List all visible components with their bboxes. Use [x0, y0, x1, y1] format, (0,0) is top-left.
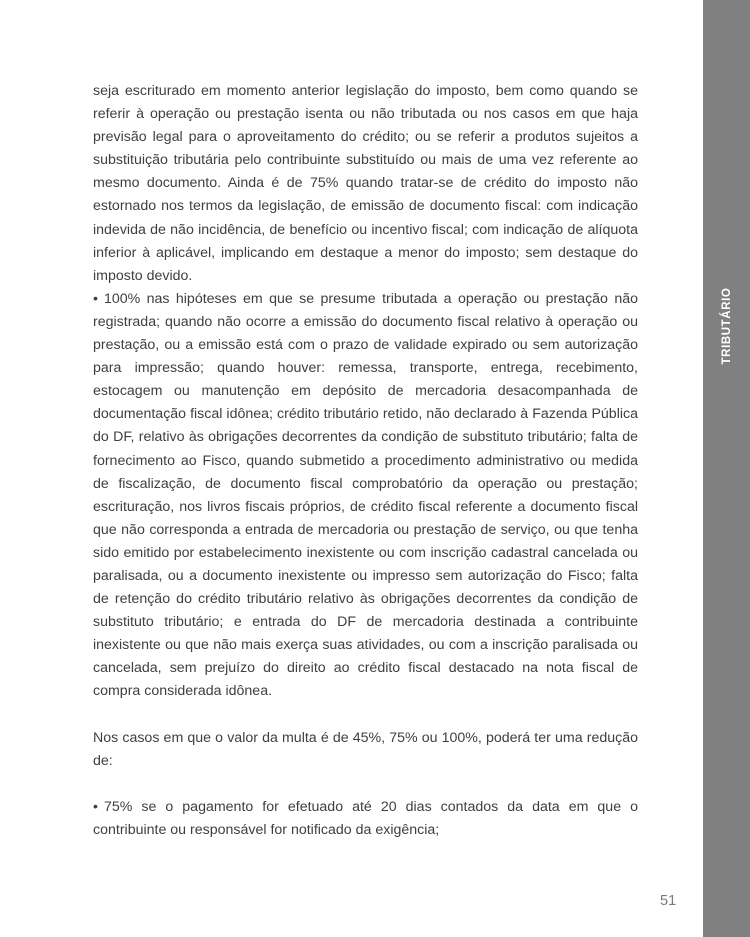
- section-label: TRIBUTÁRIO: [720, 287, 733, 365]
- bullet-icon: •: [93, 798, 98, 815]
- side-section-tab: [703, 0, 750, 937]
- bullet-item-75-percent: [93, 796, 638, 842]
- paragraph-continuation: [93, 80, 638, 288]
- bullet-text: 100% nas hipóteses em que se presume tributada a operação ou prestação não registrada; quando não ocorre a emissão do documento fiscal relativo à operação ou prestação, ou a emissão está com o prazo de validade expirado ou sem autorização para impressão; quando houver: remessa, transporte, entrega, recebimento, estocagem ou manutenção em depósito de mercadoria desacompanhada de documentação fiscal idônea; crédito tributário retido, não declarado à Fazenda Pública do DF, relativo às obrigações decorrentes da condição de substituto tributário; falta de fornecimento ao Fisco, quando submetido a procedimento administrativo ou medida de fiscalização, de documento fiscal comprobatório da operação ou prestação; escrituração, nos livros fiscais próprios, de crédito fiscal referente a documento fiscal que não corresponda a entrada de mercadoria ou prestação de serviço, ou que tenha sido emitido por estabelecimento inexistente ou com inscrição cadastral cancelada ou paralisada, ou a documento inexistente ou impresso sem autorização do Fisco; falta de retenção do crédito tributário relativo às obrigações decorrentes da condição de substituto tributário; e entrada do DF de mercadoria destinada a contribuinte inexistente ou que não mais exerça suas atividades, ou com a inscrição paralisada ou cancelada, sem prejuízo do direito ao crédito fiscal destacado na nota fiscal de compra considerada idônea.: [93, 290, 638, 700]
- page-number: 51: [660, 893, 677, 909]
- bullet-text: 75% se o pagamento for efetuado até 20 dias contados da data em que o contribuinte ou responsável for notificado da exigência;: [93, 798, 638, 838]
- bullet-item-100-percent: [93, 288, 638, 704]
- bullet-icon: •: [93, 290, 98, 307]
- paragraph-text: Nos casos em que o valor da multa é de 45%, 75% ou 100%, poderá ter uma redução de:: [93, 729, 638, 769]
- page-body: [93, 80, 638, 842]
- paragraph-reduction-intro: [93, 727, 638, 773]
- paragraph-text: seja escriturado em momento anterior legislação do imposto, bem como quando se referir à operação ou prestação isenta ou não tributada ou nos casos em que haja previsão legal para o aproveitamento do crédito; ou se referir a produtos sujeitos a substituição tributária pelo contribuinte substituído ou mais de uma vez referente ao mesmo documento. Ainda é de 75% quando tratar-se de crédito do imposto não estornado nos termos da legislação, de emissão de documento fiscal: com indicação indevida de não incidência, de benefício ou incentivo fiscal; com indicação de alíquota inferior à aplicável, implicando em destaque a menor do imposto; sem destaque do imposto devido.: [93, 83, 638, 284]
